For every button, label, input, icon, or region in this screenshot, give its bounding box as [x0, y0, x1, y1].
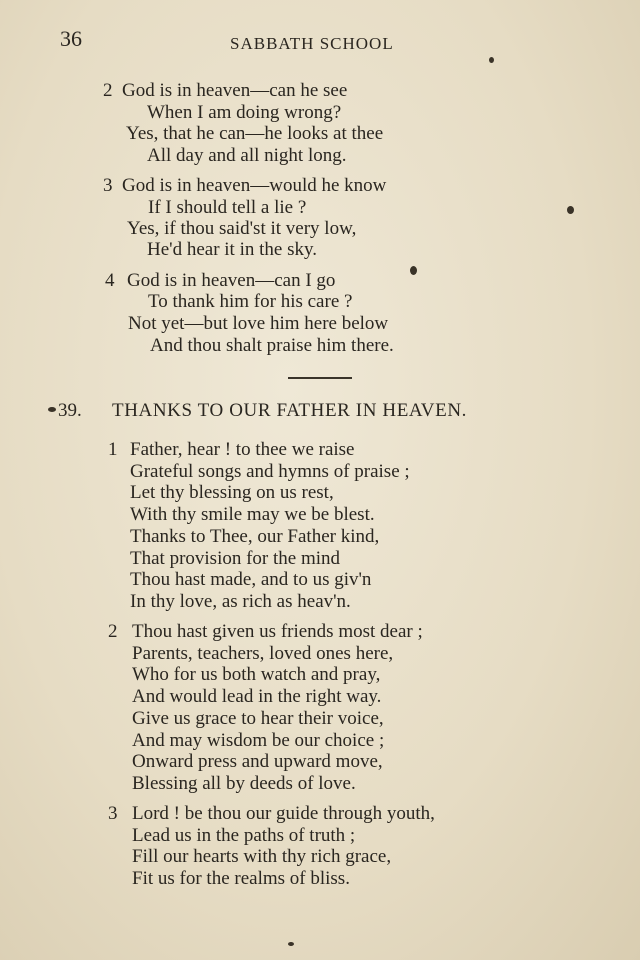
- verse-number: 3: [108, 803, 118, 824]
- hymn-number: 39.: [58, 400, 82, 421]
- verse-line: Father, hear ! to thee we raise: [130, 439, 355, 460]
- verse-line: In thy love, as rich as heav'n.: [130, 590, 351, 612]
- verse-line: Thanks to Thee, our Father kind,: [130, 525, 380, 547]
- section-divider: [288, 377, 352, 379]
- verse-number: 2: [103, 80, 113, 101]
- verse-line: God is in heaven—can he see: [122, 80, 348, 101]
- ink-speck: [48, 407, 56, 412]
- verse-line: With thy smile may we be blest.: [130, 504, 375, 526]
- ink-speck: [489, 57, 494, 63]
- verse-line: And thou shalt praise him there.: [150, 335, 394, 356]
- verse-line: Thou hast given us friends most dear ;: [132, 621, 423, 642]
- verse-line: Onward press and upward move,: [132, 751, 383, 773]
- verse-line: Let thy blessing on us rest,: [130, 482, 334, 504]
- verse-number: 3: [103, 175, 113, 196]
- verse-line: Lead us in the paths of truth ;: [132, 824, 356, 846]
- verse-line: Yes, if thou said'st it very low,: [127, 218, 357, 239]
- verse-line: Thou hast made, and to us giv'n: [130, 569, 372, 591]
- verse-number: 2: [108, 621, 118, 642]
- verse-line: Yes, that he can—he looks at thee: [126, 123, 384, 144]
- verse-line: And would lead in the right way.: [132, 686, 382, 708]
- hymn-title: THANKS TO OUR FATHER IN HEAVEN.: [112, 400, 467, 421]
- verse-line: Give us grace to hear their voice,: [132, 707, 384, 729]
- verse-line: Fit us for the realms of bliss.: [132, 868, 350, 890]
- verse-line: Not yet—but love him here below: [128, 313, 389, 334]
- verse-number: 1: [108, 439, 118, 460]
- verse-line: To thank him for his care ?: [148, 291, 353, 312]
- verse-line: All day and all night long.: [147, 145, 347, 166]
- verse-line: Grateful songs and hymns of praise ;: [130, 460, 410, 482]
- running-title: SABBATH SCHOOL: [230, 34, 394, 53]
- ink-speck: [410, 266, 417, 275]
- verse-line: God is in heaven—would he know: [122, 175, 387, 196]
- ink-speck: [288, 942, 294, 946]
- verse-line: And may wisdom be our choice ;: [132, 729, 385, 751]
- verse-line: If I should tell a lie ?: [148, 197, 307, 218]
- verse-line: Who for us both watch and pray,: [132, 664, 381, 686]
- verse-line: Fill our hearts with thy rich grace,: [132, 846, 392, 868]
- ink-speck: [567, 206, 574, 214]
- verse-line: Lord ! be thou our guide through youth,: [132, 803, 435, 824]
- verse-line: That provision for the mind: [130, 547, 341, 569]
- verse-line: Parents, teachers, loved ones here,: [132, 642, 394, 664]
- verse-line: He'd hear it in the sky.: [147, 239, 317, 260]
- page-number: 36: [60, 26, 82, 51]
- verse-line: When I am doing wrong?: [147, 102, 342, 123]
- verse-line: God is in heaven—can I go: [127, 270, 336, 291]
- verse-line: Blessing all by deeds of love.: [132, 772, 356, 794]
- verse-number: 4: [105, 270, 115, 291]
